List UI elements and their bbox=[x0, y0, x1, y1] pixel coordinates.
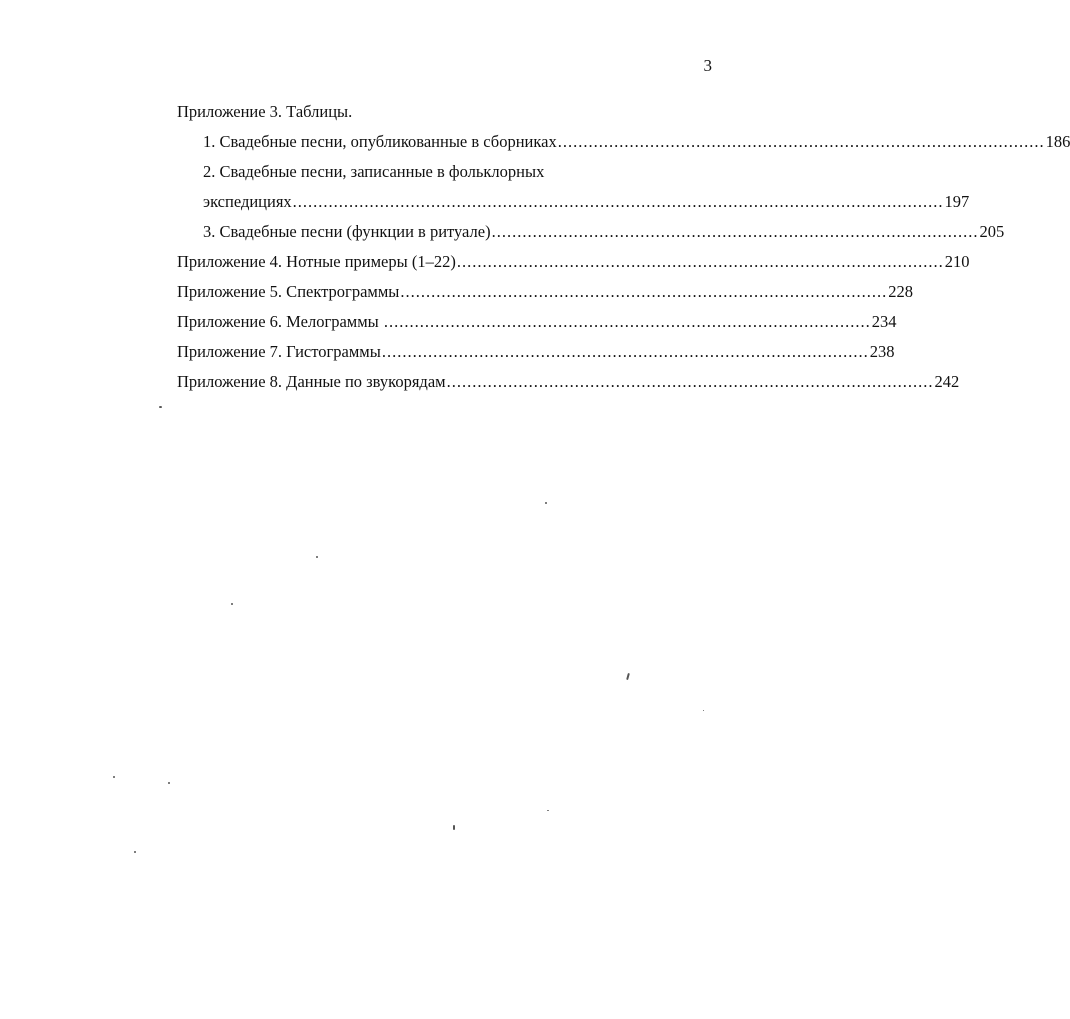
dot-leader: ............................................................................................... bbox=[557, 132, 1045, 151]
toc-entry-table-1 bbox=[177, 127, 1070, 157]
toc-entry-title: Приложение 4. Нотные примеры (1–22) bbox=[177, 252, 456, 271]
page-number: 3 bbox=[703, 56, 712, 75]
toc-entry-title-continued: экспедициях bbox=[203, 192, 292, 211]
toc-entry-page: 205 bbox=[979, 222, 1005, 241]
toc-entry-page: 242 bbox=[934, 372, 960, 391]
dot-leader: ............................................................................................... bbox=[381, 342, 869, 361]
toc-entry-appendix-8 bbox=[177, 367, 960, 397]
scan-speck bbox=[703, 710, 704, 711]
dot-leader: ............................................................................................... bbox=[456, 252, 944, 271]
toc-entry-title: Приложение 8. Данные по звукорядам bbox=[177, 372, 446, 391]
scan-speck bbox=[159, 406, 162, 408]
scan-speck bbox=[453, 825, 455, 830]
scan-speck bbox=[316, 556, 318, 558]
toc-entry-title: Приложение 3. Таблицы. bbox=[177, 102, 353, 121]
dot-leader: ............................................................................................... bbox=[400, 282, 888, 301]
toc-entry-page: 186 bbox=[1045, 132, 1070, 151]
toc-entry-page: 234 bbox=[871, 312, 897, 331]
toc-entry-title: 1. Свадебные песни, опубликованные в сборниках bbox=[203, 132, 557, 151]
toc-entry-title: 3. Свадебные песни (функции в ритуале) bbox=[203, 222, 491, 241]
scan-speck bbox=[134, 851, 136, 853]
toc-entry-page: 228 bbox=[888, 282, 913, 301]
scan-speck bbox=[547, 810, 549, 811]
toc-entry-page: 238 bbox=[869, 342, 895, 361]
toc-entry-title: Приложение 6. Мелограммы bbox=[177, 312, 383, 331]
toc-entry-title: Приложение 5. Спектрограммы bbox=[177, 282, 400, 301]
scan-speck bbox=[168, 782, 170, 784]
toc-entry-appendix-3 bbox=[177, 97, 707, 127]
toc-entry-table-3 bbox=[177, 217, 1005, 247]
toc-entry-page: 197 bbox=[944, 192, 970, 211]
toc-entry-appendix-6 bbox=[177, 307, 897, 337]
toc-entry-appendix-5 bbox=[177, 277, 913, 307]
toc-entry-appendix-4 bbox=[177, 247, 970, 277]
dot-leader: ............................................................................................................................... bbox=[292, 192, 944, 211]
dot-leader: ............................................................................................... bbox=[491, 222, 979, 241]
toc-entry-table-2-line-1 bbox=[177, 157, 707, 187]
scan-speck bbox=[231, 603, 233, 605]
table-of-contents bbox=[177, 97, 1070, 397]
dot-leader: ............................................................................................... bbox=[383, 312, 871, 331]
dot-leader: ............................................................................................... bbox=[446, 372, 934, 391]
scan-speck bbox=[626, 673, 630, 680]
scan-speck bbox=[113, 776, 115, 778]
toc-entry-table-2-line-2 bbox=[177, 187, 970, 217]
scan-speck bbox=[545, 502, 547, 504]
toc-entry-appendix-7 bbox=[177, 337, 895, 367]
toc-entry-page: 210 bbox=[944, 252, 970, 271]
toc-entry-title: 2. Свадебные песни, записанные в фольклорных bbox=[203, 162, 545, 181]
toc-entry-title: Приложение 7. Гистограммы bbox=[177, 342, 381, 361]
